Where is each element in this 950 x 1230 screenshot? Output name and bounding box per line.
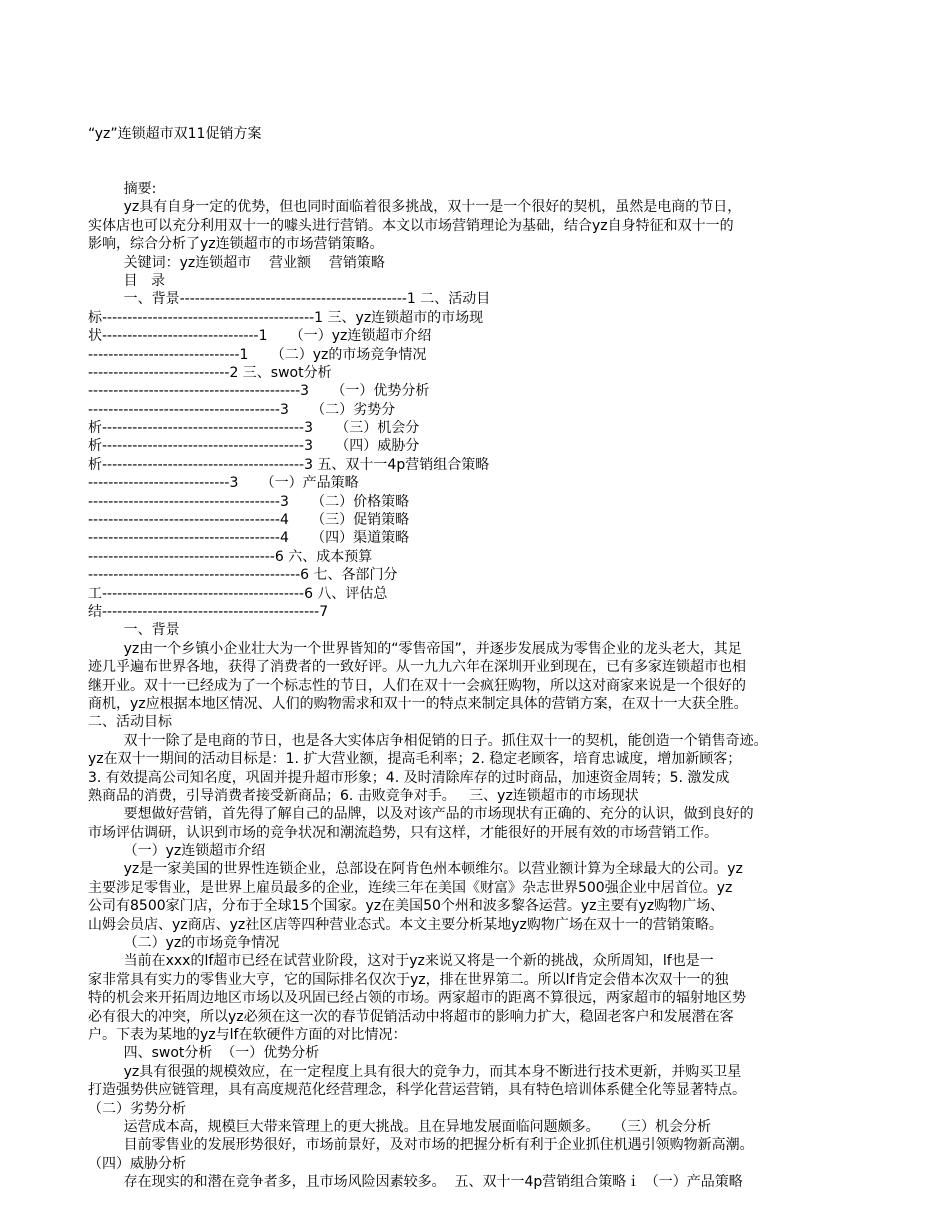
text-line: 公司有8500家门店，分布于全球15个国家。yz在美国50个州和波多黎各运营。yz主要有yz购物广场、 [88, 898, 725, 915]
document-title: “yz”连锁超市双11促销方案 [88, 125, 262, 142]
text-line: 商机，yz应根据本地区情况、人们的购物需求和双十一的特点来制定具体的营销方案，在双十一大获全胜。 [88, 695, 748, 712]
text-line: 摘要: [88, 181, 157, 198]
text-line: yz具有自身一定的优势，但也同时面临着很多挑战，双十一是一个很好的契机，虽然是电商的节日， [88, 199, 742, 216]
text-line: ------------------------------------------3 （一）优势分析 [88, 383, 430, 400]
text-line: 3. 有效提高公司知名度，巩固并提升超市形象；4. 及时清除库存的过时商品，加速资金周转；5. 激发成 [88, 769, 730, 786]
text-line: 析----------------------------------------3 （四）威胁分 [88, 438, 420, 455]
text-line: yz在双十一期间的活动目标是：1. 扩大营业额，提高毛利率；2. 稳定老顾客，培育忠诚度，增加新顾客； [88, 751, 742, 768]
text-line: 运营成本高，规模巨大带来管理上的更大挑战。且在异地发展面临问题颇多。 （三）机会分析 [88, 1118, 711, 1135]
text-line: 目前零售业的发展形势很好，市场前景好，及对市场的把握分析有利于企业抓住机遇引领购物新高潮。 [88, 1137, 754, 1154]
text-line: 家非常具有实力的零售业大亨，它的国际排名仅次于yz，排在世界第二。所以lf肯定会借本次双十一的独 [88, 971, 729, 988]
text-line: 一、背景 [88, 622, 180, 639]
text-line: --------------------------------------3 （二）价格策略 [88, 493, 410, 510]
text-line: ----------------------------3 （一）产品策略 [88, 475, 359, 492]
text-line: 二、活动目标 [88, 714, 172, 731]
text-line: -------------------------------------6 六、成本预算 [88, 548, 373, 565]
text-line: （二）劣势分析 [88, 1100, 186, 1117]
text-line: 结-------------------------------------------7 [88, 604, 329, 620]
text-line: 目 录 [88, 272, 165, 289]
document-body [88, 180, 868, 1191]
text-line: （四）威胁分析 [88, 1155, 186, 1172]
text-line: --------------------------------------4 （四）渠道策略 [88, 530, 410, 547]
text-line: 主要涉足零售业，是世界上雇员最多的企业，连续三年在美国《财富》杂志世界500强企业中居首位。yz [88, 879, 733, 896]
text-line: 必有很大的冲突，所以yz必须在这一次的春节促销活动中将超市的影响力扩大，稳固老客户和发展潜在客 [88, 1008, 734, 1025]
text-line: （二）yz的市场竞争情况 [88, 935, 280, 952]
text-line: 析----------------------------------------3 （三）机会分 [88, 420, 420, 437]
text-line: ----------------------------2 三、swot分析 [88, 364, 332, 381]
text-line: 标------------------------------------------1 三、yz连锁超市的市场现 [88, 309, 484, 326]
text-line: 迹几乎遍布世界各地，获得了消费者的一致好评。从一九九六年在深圳开业到现在，已有多家连锁超市也相 [88, 659, 746, 676]
text-line: 实体店也可以充分利用双十一的噱头进行营销。本文以市场营销理论为基础，结合yz自身特征和双十一的 [88, 217, 734, 234]
text-line: 工----------------------------------------6 八、评估总 [88, 585, 388, 602]
text-line: --------------------------------------4 （三）促销策略 [88, 512, 410, 529]
text-line: 四、swot分析 （一）优势分析 [88, 1045, 320, 1062]
text-line: 存在现实的和潜在竞争者多，且市场风险因素较多。 五、双十一4p营销组合策略ｉ （一）产品策略 [88, 1174, 743, 1191]
text-line: 市场评估调研，认识到市场的竞争状况和潮流趋势，只有这样，才能很好的开展有效的市场营销工作。 [88, 824, 718, 841]
text-line: ------------------------------1 （二）yz的市场竞争情况 [88, 346, 427, 363]
document-page [88, 88, 868, 1210]
text-line: （一）yz连锁超市介绍 [88, 843, 266, 860]
text-line: 继开业。双十一已经成为了一个标志性的节日，人们在双十一会疯狂购物，所以这对商家来说是一个很好的 [88, 677, 746, 694]
text-line: 要想做好营销，首先得了解自己的品牌，以及对该产品的市场现状有正确的、充分的认识，做到良好的 [88, 806, 754, 823]
text-line: yz具有很强的规模效应，在一定程度上具有很大的竞争力，而其本身不断进行技术更新，并购买卫星 [88, 1063, 742, 1080]
text-line: 影响，综合分析了yz连锁超市的市场营销策略。 [88, 236, 384, 253]
text-line: 双十一除了是电商的节日，也是各大实体店争相促销的日子。抓住双十一的契机，能创造一个销售奇迹。 [88, 732, 768, 749]
text-line: 析----------------------------------------3 五、双十一4p营销组合策略 [88, 456, 490, 473]
text-line: 山姆会员店、yz商店、yz社区店等四种营业态式。本文主要分析某地yz购物广场在双十一的营销策略。 [88, 916, 723, 933]
text-line: yz是一家美国的世界性连锁企业，总部设在阿肯色州本顿维尔。以营业额计算为全球最大的公司。yz [88, 861, 743, 878]
text-line: --------------------------------------3 （二）劣势分 [88, 401, 396, 418]
text-line: yz由一个乡镇小企业壮大为一个世界皆知的“零售帝国”，并逐步发展成为零售企业的龙头老大，其足 [88, 640, 742, 657]
text-line: 状-------------------------------1 （一）yz连锁超市介绍 [88, 328, 432, 345]
text-line: 户。下表为某地的yz与lf在软硬件方面的对比情况： [88, 1026, 407, 1043]
text-line: 一、背景---------------------------------------------1 二、活动目 [88, 291, 491, 308]
text-line: 当前在xxx的lf超市已经在试营业阶段，这对于yz来说又将是一个新的挑战，众所周知，lf也是一 [88, 953, 714, 970]
text-line: ------------------------------------------6 七、各部门分 [88, 567, 398, 584]
text-line: 打造强势供应链管理，具有高度规范化经营理念，科学化营运营销，具有特色培训体系健全化等显著特点。 [88, 1082, 746, 1099]
text-line: 关键词：yz连锁超市 营业额 营销策略 [88, 254, 385, 271]
text-line: 熟商品的消费，引导消费者接受新商品；6. 击败竞争对手。 三、yz连锁超市的市场现状 [88, 787, 639, 804]
text-line: 特的机会来开拓周边地区市场以及巩固已经占领的市场。两家超市的距离不算很远，两家超市的辐射地区势 [88, 990, 746, 1007]
